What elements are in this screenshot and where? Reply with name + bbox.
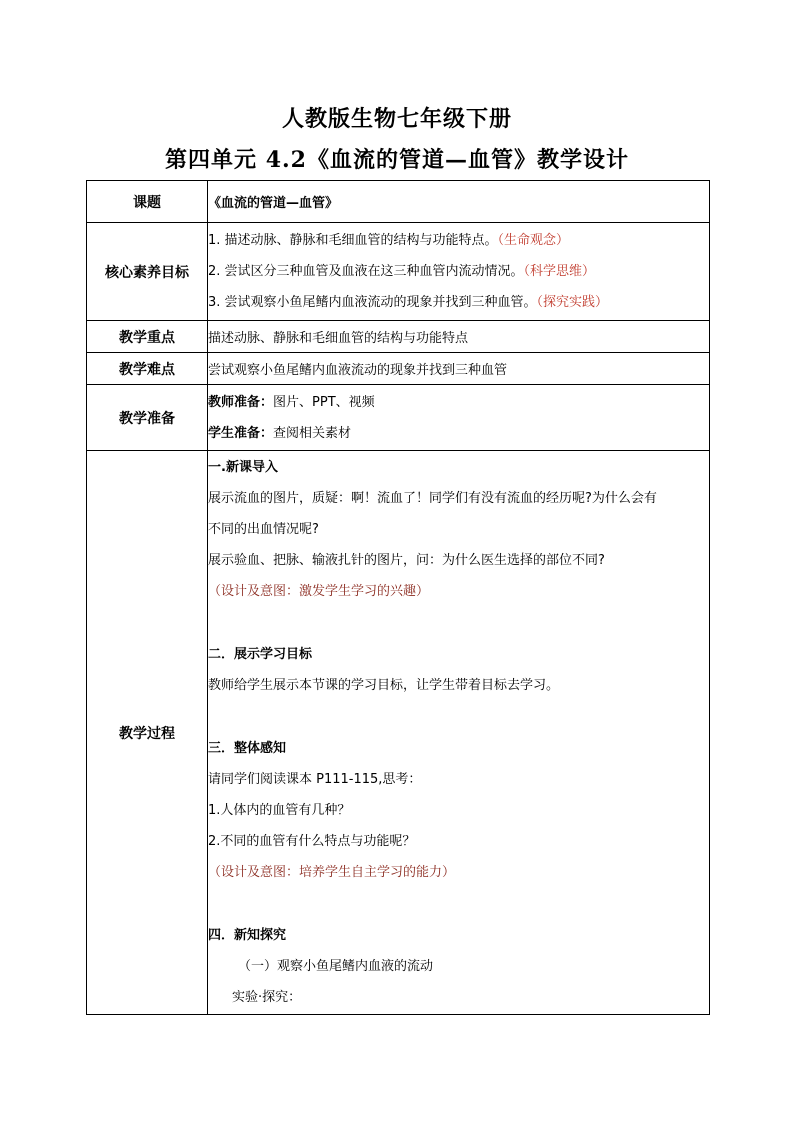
goal-item <box>208 287 709 318</box>
lesson-plan-table <box>86 180 710 1015</box>
row-process <box>87 451 710 1015</box>
student-prep-label: 学生准备： <box>208 425 274 441</box>
topic-value: 《血流的管道—血管》 <box>208 181 710 223</box>
goals-label: 核心素养目标 <box>87 223 208 321</box>
paragraph: 教师给学生展示本节课的学习目标，让学生带着目标去学习。 <box>208 678 560 693</box>
paragraph: 请同学们阅读课本 P111-115,思考： <box>208 772 422 787</box>
row-key-point <box>87 321 710 353</box>
row-preparation <box>87 385 710 451</box>
document-title: 人教版生物七年级下册 <box>281 106 512 132</box>
goal-item <box>208 256 709 287</box>
goals-content <box>208 223 710 321</box>
paragraph: 展示验血、把脉、输液扎针的图片，问：为什么医生选择的部位不同? <box>208 553 605 568</box>
goal-item <box>208 225 709 256</box>
row-topic <box>87 181 710 223</box>
process-label: 教学过程 <box>87 451 208 1015</box>
teacher-prep-value: 图片、PPT、视频 <box>273 394 375 410</box>
goal-text: 1. 描述动脉、静脉和毛细血管的结构与功能特点。 <box>208 233 498 248</box>
document-subtitle: 第四单元 4.2《血流的管道—血管》教学设计 <box>165 147 629 173</box>
preparation-label: 教学准备 <box>87 385 208 451</box>
goal-tag: （生命观念） <box>497 233 570 248</box>
goal-tag: （探究实践） <box>536 295 609 310</box>
section-heading: 三．整体感知 <box>208 741 287 756</box>
key-point-value: 描述动脉、静脉和毛细血管的结构与功能特点 <box>208 321 710 353</box>
paragraph: 不同的出血情况呢? <box>208 522 319 537</box>
teacher-preparation <box>208 387 709 418</box>
sub-heading: 实验·探究： <box>232 990 302 1005</box>
paragraph: 展示流血的图片，质疑：啊！流血了！同学们有没有流血的经历呢?为什么会有 <box>208 491 657 506</box>
section-heading: 一.新课导入 <box>208 460 278 475</box>
question-item: 1.人体内的血管有几种？ <box>208 803 351 818</box>
student-preparation <box>208 418 709 449</box>
preparation-content <box>208 385 710 451</box>
difficulty-label: 教学难点 <box>87 353 208 385</box>
key-point-label: 教学重点 <box>87 321 208 353</box>
topic-label: 课题 <box>87 181 208 223</box>
section-heading: 二．展示学习目标 <box>208 647 313 662</box>
section-heading: 四．新知探究 <box>208 928 287 943</box>
goal-tag: （科学思维） <box>523 264 596 279</box>
row-difficulty <box>87 353 710 385</box>
student-prep-value: 查阅相关素材 <box>273 425 352 441</box>
sub-heading: （一）观察小鱼尾鳍内血液的流动 <box>238 959 434 974</box>
goal-text: 3. 尝试观察小鱼尾鳍内血液流动的现象并找到三种血管。 <box>208 295 537 310</box>
process-content <box>208 451 710 1015</box>
goal-text: 2. 尝试区分三种血管及血液在这三种血管内流动情况。 <box>208 264 524 279</box>
design-intent: （设计及意图：激发学生学习的兴趣） <box>208 584 430 599</box>
question-item: 2.不同的血管有什么特点与功能呢？ <box>208 834 416 849</box>
teacher-prep-label: 教师准备： <box>208 394 274 410</box>
difficulty-value: 尝试观察小鱼尾鳍内血液流动的现象并找到三种血管 <box>208 353 710 385</box>
design-intent: （设计及意图：培养学生自主学习的能力） <box>208 865 456 880</box>
row-goals <box>87 223 710 321</box>
